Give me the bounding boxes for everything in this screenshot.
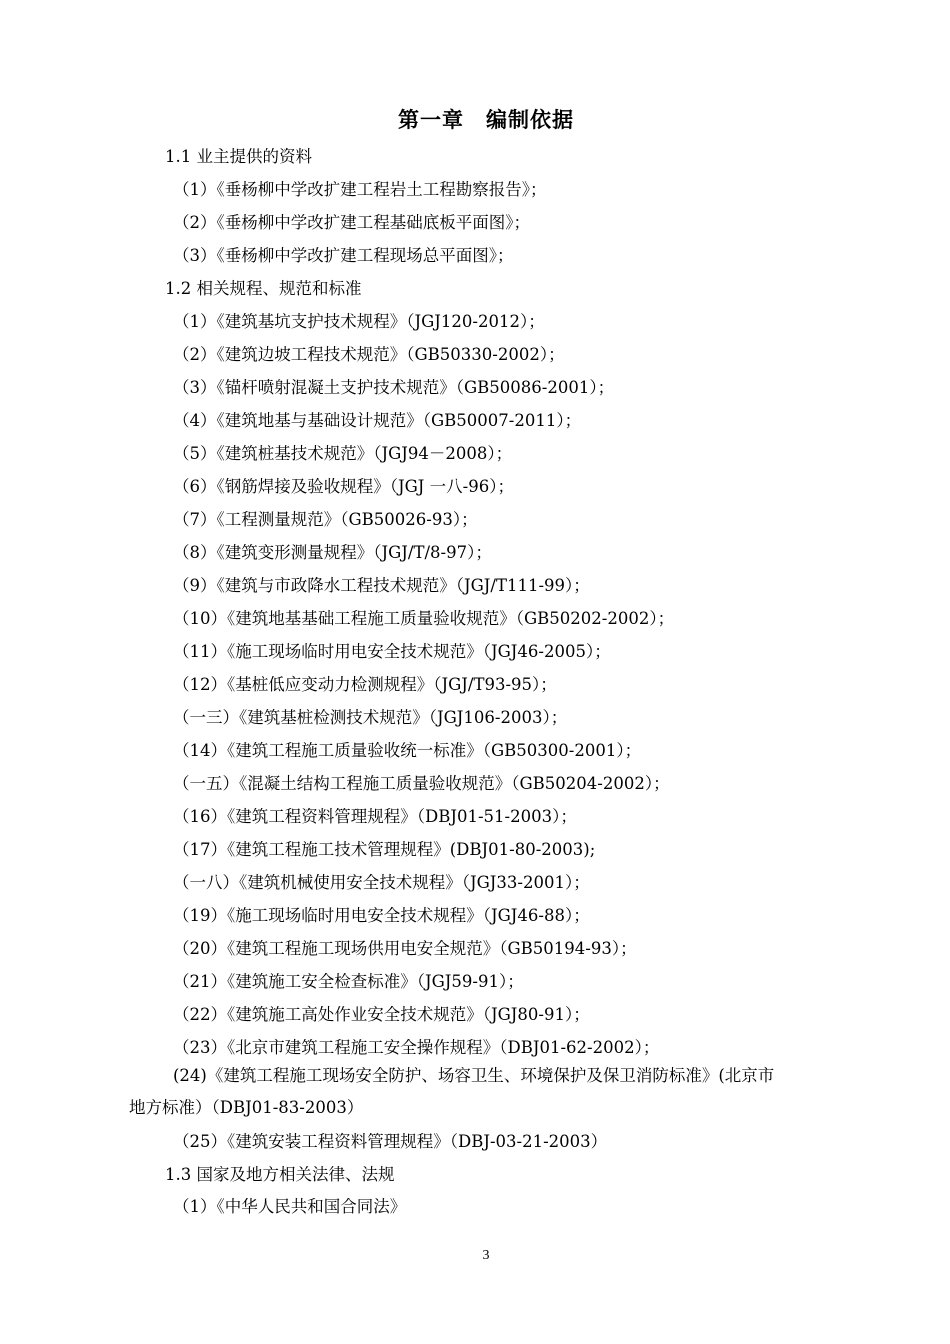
list-item: （2）《建筑边坡工程技术规范》（GB50330-2002）； bbox=[173, 345, 565, 364]
list-item-wrapped: (24)《建筑工程施工现场安全防护、场容卫生、环境保护及保卫消防标准》(北京市 bbox=[173, 1066, 775, 1085]
list-item: （9）《建筑与市政降水工程技术规范》（JGJ/T111-99）； bbox=[173, 576, 590, 595]
list-item-wrapped: 地方标准）（DBJ01-83-2003） bbox=[129, 1098, 364, 1117]
list-item: （16）《建筑工程资料管理规程》（DBJ01-51-2003）； bbox=[173, 807, 577, 826]
list-item: （14）《建筑工程施工质量验收统一标准》（GB50300-2001）； bbox=[173, 741, 642, 760]
page-number: 3 bbox=[482, 1248, 490, 1263]
list-item: （一五）《混凝土结构工程施工质量验收规范》（GB50204-2002）； bbox=[173, 774, 670, 793]
list-item: （6）《钢筋焊接及验收规程》（JGJ 一八-96）； bbox=[173, 477, 514, 496]
list-item: （22）《建筑施工高处作业安全技术规范》（JGJ80-91）； bbox=[173, 1005, 590, 1024]
list-item: （3）《锚杆喷射混凝土支护技术规范》（GB50086-2001）； bbox=[173, 378, 615, 397]
list-item: （20）《建筑工程施工现场供用电安全规范》（GB50194-93）； bbox=[173, 939, 637, 958]
list-item: （8）《建筑变形测量规程》（JGJ/T/8-97）； bbox=[173, 543, 492, 562]
list-item: （12）《基桩低应变动力检测规程》（JGJ/T93-95）； bbox=[173, 675, 557, 694]
list-item: （1）《建筑基坑支护技术规程》（JGJ120-2012）； bbox=[173, 312, 545, 331]
list-item: （1）《垂杨柳中学改扩建工程岩土工程勘察报告》； bbox=[173, 180, 547, 199]
list-item: （4）《建筑地基与基础设计规范》（GB50007-2011）； bbox=[173, 411, 582, 430]
list-item: （25）《建筑安装工程资料管理规程》（DBJ-03-21-2003） bbox=[173, 1132, 608, 1151]
list-item: （3）《垂杨柳中学改扩建工程现场总平面图》； bbox=[173, 246, 514, 265]
list-item: （11）《施工现场临时用电安全技术规范》（JGJ46-2005）； bbox=[173, 642, 611, 661]
section-heading: 1.1 业主提供的资料 bbox=[165, 147, 312, 166]
list-item: （7）《工程测量规范》（GB50026-93）； bbox=[173, 510, 478, 529]
list-item: （1）《中华人民共和国合同法》 bbox=[173, 1197, 407, 1216]
list-item: （17）《建筑工程施工技术管理规程》(DBJ01-80-2003); bbox=[173, 840, 596, 859]
section-heading: 1.3 国家及地方相关法律、法规 bbox=[165, 1165, 395, 1184]
list-item: （23）《北京市建筑工程施工安全操作规程》（DBJ01-62-2002）； bbox=[173, 1038, 660, 1057]
list-item: （一三）《建筑基桩检测技术规范》（JGJ106-2003）； bbox=[173, 708, 568, 727]
list-item: （19）《施工现场临时用电安全技术规程》（JGJ46-88）； bbox=[173, 906, 590, 925]
list-item: （21）《建筑施工安全检查标准》（JGJ59-91）； bbox=[173, 972, 524, 991]
section-heading: 1.2 相关规程、规范和标准 bbox=[165, 279, 362, 298]
list-item: （10）《建筑地基基础工程施工质量验收规范》（GB50202-2002）； bbox=[173, 609, 675, 628]
list-item: （一八）《建筑机械使用安全技术规程》（JGJ33-2001）； bbox=[173, 873, 590, 892]
list-item: （2）《垂杨柳中学改扩建工程基础底板平面图》； bbox=[173, 213, 530, 232]
list-item: （5）《建筑桩基技术规范》（JGJ94－2008）； bbox=[173, 444, 513, 463]
chapter-title: 第一章 编制依据 bbox=[398, 108, 574, 132]
